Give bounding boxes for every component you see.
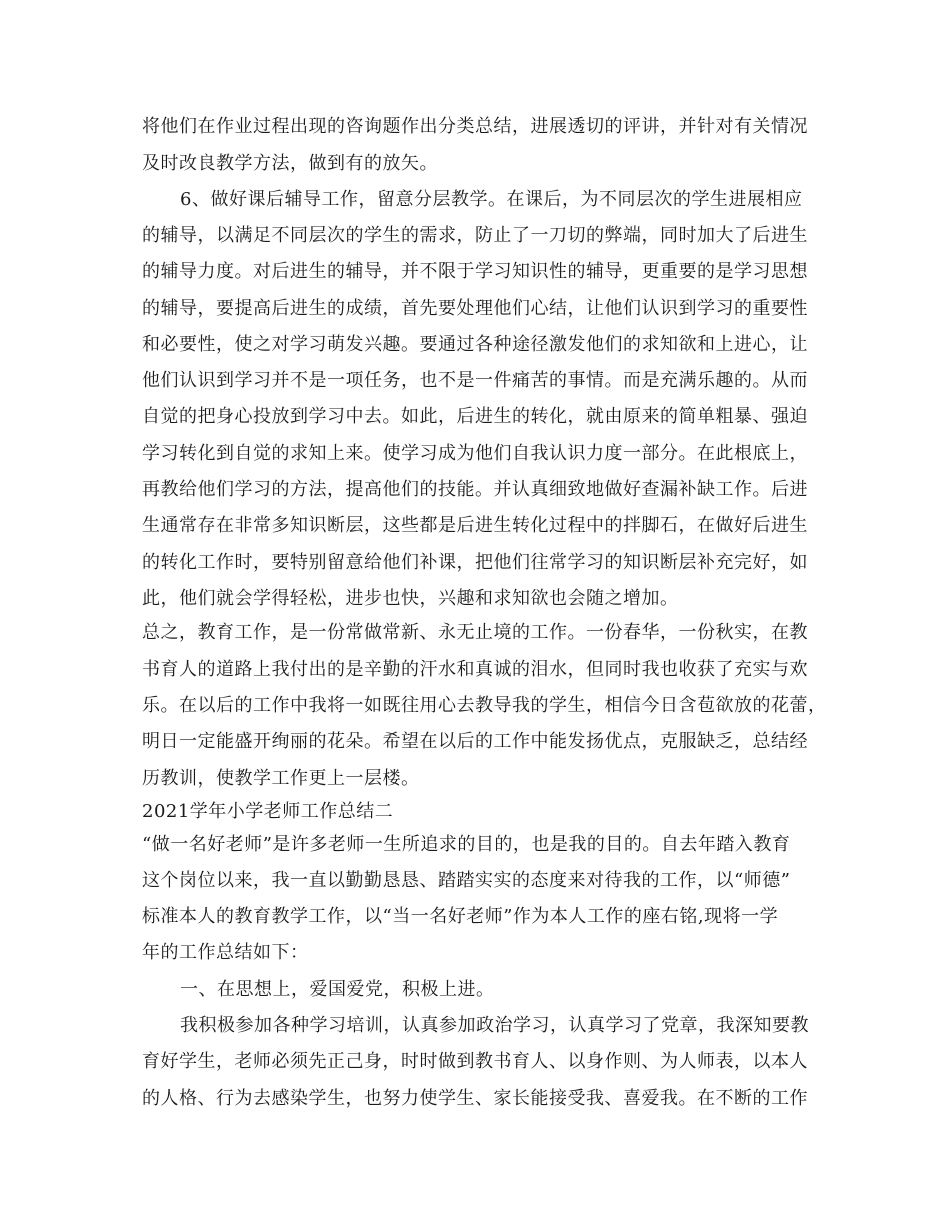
text-line: 历教训，使教学工作更上一层楼。 bbox=[142, 768, 420, 789]
text-line: 年的工作总结如下： bbox=[142, 942, 309, 963]
text-line: 将他们在作业过程出现的咨询题作出分类总结，进展透切的评讲，并针对有关情况 bbox=[142, 116, 808, 137]
text-line: 总之，教育工作，是一份常做常新、永无止境的工作。一份春华，一份秋实，在教 bbox=[142, 622, 808, 643]
text-line: 一、在思想上，爱国爱党，积极上进。 bbox=[180, 979, 495, 1000]
section-heading: 2021学年小学老师工作总结二 bbox=[142, 801, 394, 822]
text-line: 的辅导，以满足不同层次的学生的需求，防止了一刀切的弊端，同时加大了后进生 bbox=[142, 225, 808, 246]
text-line: 乐。在以后的工作中我将一如既往用心去教导我的学生，相信今日含苞欲放的花蕾， bbox=[142, 695, 827, 716]
text-line: 他们认识到学习并不是一项任务，也不是一件痛苦的事情。而是充满乐趣的。从而 bbox=[142, 370, 808, 391]
text-line: 这个岗位以来，我一直以勤勤恳恳、踏踏实实的态度来对待我的工作，以“师德” bbox=[142, 870, 791, 891]
text-line: 和必要性，使之对学习萌发兴趣。要通过各种途径激发他们的求知欲和上进心，让 bbox=[142, 334, 808, 355]
text-line: “做一名好老师”是许多老师一生所追求的目的，也是我的目的。自去年踏入教育 bbox=[142, 834, 791, 855]
text-line: 6、做好课后辅导工作，留意分层教学。在课后，为不同层次的学生进展相应 bbox=[180, 189, 803, 210]
text-line: 的辅导，要提高后进生的成绩，首先要处理他们心结，让他们认识到学习的重要性 bbox=[142, 298, 808, 319]
text-line: 明日一定能盛开绚丽的花朵。希望在以后的工作中能发扬优点，克服缺乏，总结经 bbox=[142, 731, 808, 752]
text-line: 的转化工作时，要特别留意给他们补课，把他们往常学习的知识断层补充完好，如 bbox=[142, 552, 808, 573]
text-line: 育好学生，老师必须先正己身，时时做到教书育人、以身作则、为人师表，以本人 bbox=[142, 1051, 808, 1072]
text-line: 自觉的把身心投放到学习中去。如此，后进生的转化，就由原来的简单粗暴、强迫 bbox=[142, 406, 808, 427]
text-line: 书育人的道路上我付出的是辛勤的汗水和真诚的泪水，但同时我也收获了充实与欢 bbox=[142, 659, 808, 680]
text-line: 我积极参加各种学习培训，认真参加政治学习，认真学习了党章，我深知要教 bbox=[180, 1015, 809, 1036]
text-line: 学习转化到自觉的求知上来。使学习成为他们自我认识力度一部分。在此根底上， bbox=[142, 443, 808, 464]
text-line: 此，他们就会学得轻松，进步也快，兴趣和求知欲也会随之增加。 bbox=[142, 588, 679, 609]
text-line: 再教给他们学习的方法，提高他们的技能。并认真细致地做好查漏补缺工作。后进 bbox=[142, 479, 808, 500]
text-line: 及时改良教学方法，做到有的放矢。 bbox=[142, 153, 438, 174]
text-line: 标准本人的教育教学工作，以“当一名好老师”作为本人工作的座右铭,现将一学 bbox=[142, 906, 779, 927]
text-line: 的辅导力度。对后进生的辅导，并不限于学习知识性的辅导，更重要的是学习思想 bbox=[142, 261, 808, 282]
text-line: 生通常存在非常多知识断层，这些都是后进生转化过程中的拌脚石，在做好后进生 bbox=[142, 515, 808, 536]
text-line: 的人格、行为去感染学生，也努力使学生、家长能接受我、喜爱我。在不断的工作 bbox=[142, 1088, 808, 1109]
